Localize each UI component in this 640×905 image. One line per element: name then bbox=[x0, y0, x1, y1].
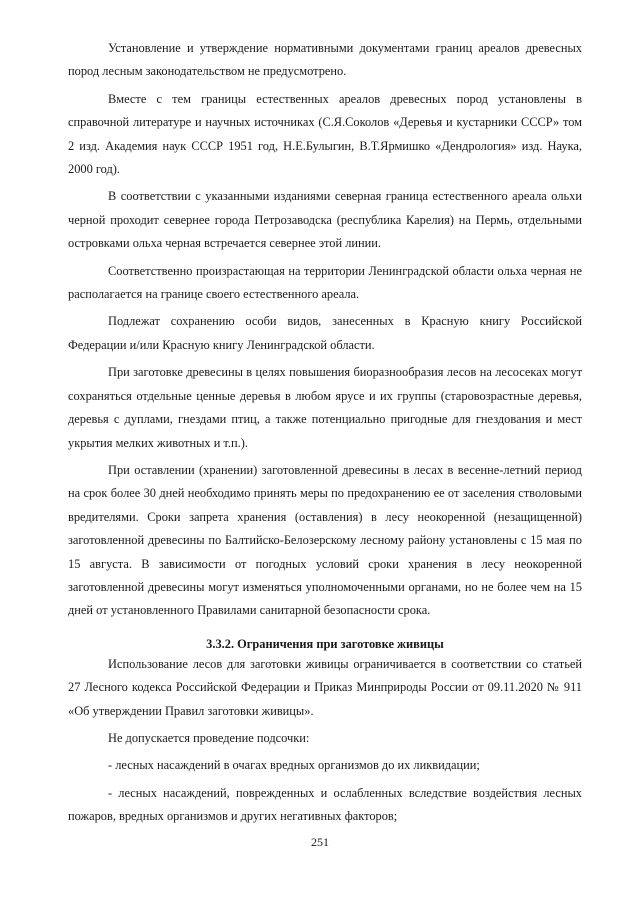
paragraph-4: Соответственно произрастающая на территории Ленинградской области ольха черная не располагается на границе своего естественного ареала. bbox=[68, 263, 582, 302]
paragraph-7: При оставлении (хранении) заготовленной древесины в лесах в весенне-летний период на срок более 30 дней необходимо принять меры по предохранению ее от заселения стволовыми вредителями. Сроки запрета хранения (оставления) в лесу неокоренной (незащищенной) заготовленной древесины по Балтийско-Белозерскому лесному району установлены с 15 мая по 15 августа. В зависимости от погодных условий сроки хранения в лесу неокоренной заготовленной древесины могут изменяться уполномоченными органами, но не более чем на 15 дней от установленного Правилами санитарной безопасности срока. bbox=[68, 462, 582, 618]
paragraph-9: Не допускается проведение подсочки: bbox=[108, 730, 310, 745]
paragraph-6: При заготовке древесины в целях повышения биоразнообразия лесов на лесосеках могут сохраняться отдельные ценные деревья в любом ярусе и их группы (старовозрастные деревья, деревья с дуплами, гнездами птиц, а также потенциально пригодные для гнездования и мест укрытия мелких животных и т.п.). bbox=[68, 365, 582, 450]
paragraph-8: Использование лесов для заготовки живицы ограничивается в соответствии со статьей 27 Лесного кодекса Российской Федерации и Приказ Минприроды России от 09.11.2020 № 911 «Об утверждении Правил заготовки живицы». bbox=[68, 656, 582, 718]
paragraph-2: Вместе с тем границы естественных ареалов древесных пород установлены в справочной литературе и научных источниках (С.Я.Соколов «Деревья и кустарники СССР» том 2 изд. Академия наук СССР 1951 год, Н.Е.Булыгин, В.Т.Ярмишко «Дендрология» изд. Наука, 2000 год). bbox=[68, 91, 582, 177]
paragraph-11: - лесных насаждений, поврежденных и ослабленных вследствие воздействия лесных пожаров, вредных организмов и других негативных факторов; bbox=[68, 785, 582, 824]
paragraph-1: Установление и утверждение нормативными документами границ ареалов древесных пород лесным законодательством не предусмотрено. bbox=[68, 41, 582, 79]
paragraph-5: Подлежат сохранению особи видов, занесенных в Красную книгу Российской Федерации и/или Красную книгу Ленинградской области. bbox=[68, 314, 582, 352]
paragraph-10: - лесных насаждений в очагах вредных организмов до их ликвидации; bbox=[108, 758, 480, 773]
document-page bbox=[68, 37, 582, 833]
page-number: 251 bbox=[311, 835, 329, 849]
paragraph-3: В соответствии с указанными изданиями северная граница естественного ареала ольхи черной проходит севернее города Петрозаводска (республика Карелия) на Пермь, отдельными островками ольха черная встречается севернее этой линии. bbox=[68, 189, 582, 251]
section-heading: 3.3.2. Ограничения при заготовке живицы bbox=[206, 636, 444, 651]
